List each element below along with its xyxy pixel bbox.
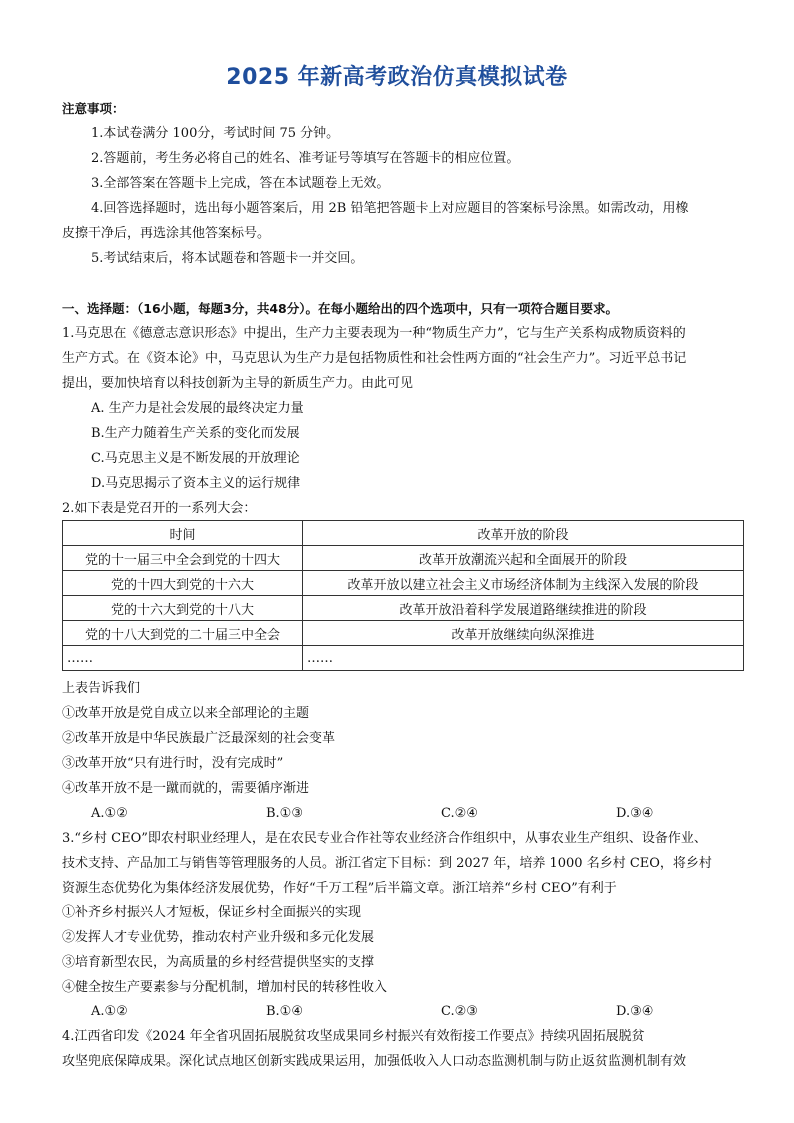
q1-option-c: C.马克思主义是不断发展的开放理论 [91,451,300,466]
section-heading: 一、选择题：（16小题，每题3分，共48分）。在每小题给出的四个选项中，只有一项符合题目要求。 [62,301,618,316]
q1-stem-line: 生产方式。在《资本论》中，马克思认为生产力是包括物质性和社会性两方面的“社会生产力”。习近平总书记 [62,351,687,366]
table-header-row [63,521,744,546]
note-item: 2.答题前，考生务必将自己的姓名、准考证号等填写在答题卡的相应位置。 [91,151,520,166]
note-item-continued: 皮擦干净后，再选涂其他答案标号。 [62,226,271,241]
q3-option-a: A.①② [91,1004,128,1019]
q3-options [91,999,741,1024]
note-item: 5.考试结束后，将本试题卷和答题卡一并交回。 [91,251,364,266]
q3-statement: ①补齐乡村振兴人才短板，保证乡村全面振兴的实现 [62,905,362,920]
q2-options [91,801,741,826]
q1-stem-line: 1.马克思在《德意志意识形态》中提出，生产力主要表现为一种“物质生产力”，它与生产关系构成物质资料的 [62,326,686,341]
q3-stem-line: 技术支持、产品加工与销售等管理服务的人员。浙江省定下目标：到 2027 年，培养 1000 名乡村 CEO，将乡村 [62,856,712,871]
table-cell: 改革开放沿着科学发展道路继续推进的阶段 [303,596,744,621]
table-cell: 党的十六大到党的十八大 [63,596,303,621]
q2-statement: ③改革开放“只有进行时，没有完成时” [62,756,284,771]
q2-statement: ④改革开放不是一蹴而就的，需要循序渐进 [62,781,310,796]
note-item: 1.本试卷满分 100分，考试时间 75 分钟。 [91,126,340,141]
page-title: 2025 年新高考政治仿真模拟试卷 [226,65,568,90]
q2-option-c: C.②④ [441,806,478,821]
q3-option-c: C.②③ [441,1004,478,1019]
q2-after-text: 上表告诉我们 [62,681,141,696]
table-cell: 改革开放继续向纵深推进 [303,621,744,646]
q2-statement: ②改革开放是中华民族最广泛最深刻的社会变革 [62,731,336,746]
notes-heading: 注意事项： [62,101,125,116]
table-cell: 党的十一届三中全会到党的十四大 [63,546,303,571]
table-row [63,596,744,621]
table-cell: 改革开放潮流兴起和全面展开的阶段 [303,546,744,571]
q3-option-b: B.①④ [266,1004,303,1019]
table-cell: 改革开放以建立社会主义市场经济体制为主线深入发展的阶段 [303,571,744,596]
q3-stem-line: 资源生态优势化为集体经济发展优势，作好“千万工程”后半篇文章。浙江培养“乡村 CEO”有利于 [62,881,617,896]
table-row [63,646,744,671]
q2-option-d: D.③④ [616,806,654,821]
table-header-cell: 时间 [63,521,303,546]
table-cell: …… [63,646,303,671]
table-cell: 党的十八大到党的二十届三中全会 [63,621,303,646]
table-header-cell: 改革开放的阶段 [303,521,744,546]
table-row [63,571,744,596]
q3-statement: ④健全按生产要素参与分配机制，增加村民的转移性收入 [62,980,388,995]
table-cell: 党的十四大到党的十六大 [63,571,303,596]
q4-stem-line: 攻坚兜底保障成果。深化试点地区创新实践成果运用，加强低收入人口动态监测机制与防止返贫监测机制有效 [62,1054,687,1069]
q1-option-a: A. 生产力是社会发展的最终决定力量 [91,401,304,416]
q1-option-d: D.马克思揭示了资本主义的运行规律 [91,476,301,491]
note-item: 3.全部答案在答题卡上完成，答在本试题卷上无效。 [91,176,390,191]
q4-stem-line: 4.江西省印发《2024 年全省巩固拓展脱贫攻坚成果同乡村振兴有效衔接工作要点》持续巩固拓展脱贫 [62,1029,645,1044]
q2-table [62,520,744,671]
q2-stem: 2.如下表是党召开的一系列大会： [62,501,257,516]
table-row [63,621,744,646]
q2-option-b: B.①③ [266,806,303,821]
q3-statement: ②发挥人才专业优势，推动农村产业升级和多元化发展 [62,930,375,945]
q3-option-d: D.③④ [616,1004,654,1019]
q1-stem-line: 提出，要加快培育以科技创新为主导的新质生产力。由此可见 [62,376,414,391]
q3-stem-line: 3.“乡村 CEO”即农村职业经理人，是在农民专业合作社等农业经济合作组织中，从事农业生产组织、设备作业、 [62,831,707,846]
table-cell: …… [303,646,744,671]
q1-option-b: B.生产力随着生产关系的变化而发展 [91,426,300,441]
note-item: 4.回答选择题时，选出每小题答案后，用 2B 铅笔把答题卡上对应题目的答案标号涂黑。如需改动，用橡 [91,201,689,216]
q3-statement: ③培育新型农民，为高质量的乡村经营提供坚实的支撑 [62,955,375,970]
table-row [63,546,744,571]
q2-statement: ①改革开放是党自成立以来全部理论的主题 [62,706,310,721]
q2-option-a: A.①② [91,806,128,821]
